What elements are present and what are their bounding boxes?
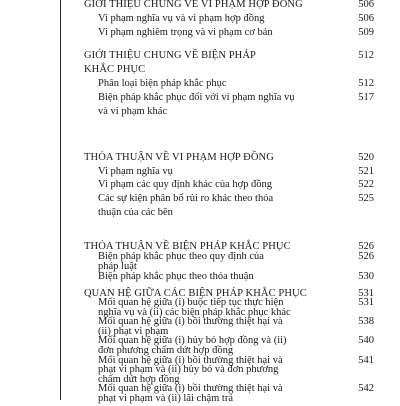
toc-page-number: 530 [358,271,374,282]
toc-heading-text: KHẮC PHỤC [84,64,146,75]
toc-page-number: 509 [358,27,374,38]
toc-heading [0,49,400,63]
toc-page-number: 512 [358,78,374,89]
toc-page-number: 540 [358,335,374,346]
toc-entry [0,165,400,179]
toc-entry [0,12,400,26]
toc-entry-text: Các sự kiện phân bổ rủi ro khác theo thỏa [98,193,274,204]
toc-entry-text: chấm dứt hợp đồng [98,374,180,385]
toc-entry-text: Mối quan hệ giữa (i) hủy bỏ hợp đồng và (ii) [98,335,287,346]
toc-entry [0,206,400,220]
toc-entry [0,270,400,284]
toc-entry-text: (ii) phạt vi phạm [98,326,169,337]
toc-page-number: 541 [358,355,374,366]
toc-entry-text: đơn phương chấm dứt hợp đồng [98,345,234,356]
toc-heading [0,151,400,165]
toc-entry-text: Mối quan hệ giữa (i) buộc tiếp tục thực hiện [98,297,284,308]
toc-entry [0,192,400,206]
toc-entry [0,26,400,40]
toc-heading [0,0,400,12]
toc-page-number: 526 [358,251,374,262]
toc-page-number: 538 [358,316,374,327]
toc-page-number: 525 [358,193,374,204]
toc-heading-text: GIỚI THIỆU CHUNG VỀ BIỆN PHÁP [84,50,256,61]
toc-page-number: 506 [358,13,374,24]
toc-entry-text: phạt vi phạm và (ii) hủy bỏ và đơn phương [98,364,279,375]
toc-entry-text: phạt vi phạm và (ii) lãi chậm trả [98,393,233,404]
toc-entry-text: Vi phạm nghiêm trọng và vi phạm cơ bản [98,27,273,38]
toc-entry-text: pháp luật [98,261,137,272]
toc-entry [0,178,400,192]
toc-entry-text: và vi phạm khác [98,106,168,117]
toc-page-number: 521 [358,166,374,177]
toc-page-number: 531 [358,297,374,308]
toc-entry-text: Vi phạm nghĩa vụ và vi phạm hợp đồng [98,13,265,24]
toc-page-number: 526 [358,241,374,252]
toc-heading [0,63,400,77]
toc-entry-text: nghĩa vụ và (ii) các biện pháp khắc phục khác [98,307,291,318]
toc-page-number: 522 [358,179,374,190]
toc-page-number: 531 [358,288,374,299]
toc-entry-text: Phân loại biện pháp khắc phục [98,78,227,89]
toc-heading-text: THỎA THUẬN VỀ VI PHẠM HỢP ĐỒNG [84,152,274,163]
toc-entry [0,91,400,105]
toc-entry-text: Biện pháp khắc phục theo quy định của [98,251,264,262]
toc-page-number: 517 [358,92,374,103]
toc-heading-text: QUAN HỆ GIỮA CÁC BIỆN PHÁP KHẮC PHỤC [84,288,307,299]
toc-page-number: 512 [358,50,374,61]
toc-entry-text: Mối quan hệ giữa (i) bồi thường thiệt hại và [98,383,283,394]
toc-entry-text: Mối quan hệ giữa (i) bồi thường thiệt hại và [98,316,283,327]
toc-page-number: 506 [358,0,374,10]
toc-heading-text: GIỚI THIỆU CHUNG VỀ VI PHẠM HỢP ĐỒNG [84,0,303,10]
toc-entry [0,392,400,406]
toc-entry-text: Vi phạm nghĩa vụ [98,166,173,177]
toc-entry-text: thuận của các bên [98,207,173,218]
toc-entry-text: Biện pháp khắc phục đối với vi phạm nghĩa vụ [98,92,295,103]
toc-page-number: 542 [358,383,374,394]
toc-entry-text: Mối quan hệ giữa (i) bồi thường thiệt hại và [98,355,283,366]
toc-entry [0,77,400,91]
toc-heading-text: THỎA THUẬN VỀ BIỆN PHÁP KHẮC PHỤC [84,241,291,252]
toc-entry-text: Biện pháp khắc phục theo thỏa thuận [98,271,254,282]
toc-entry-text: Vi phạm các quy định khác của hợp đồng [98,179,273,190]
toc-page-number: 520 [358,152,374,163]
toc-entry [0,105,400,119]
